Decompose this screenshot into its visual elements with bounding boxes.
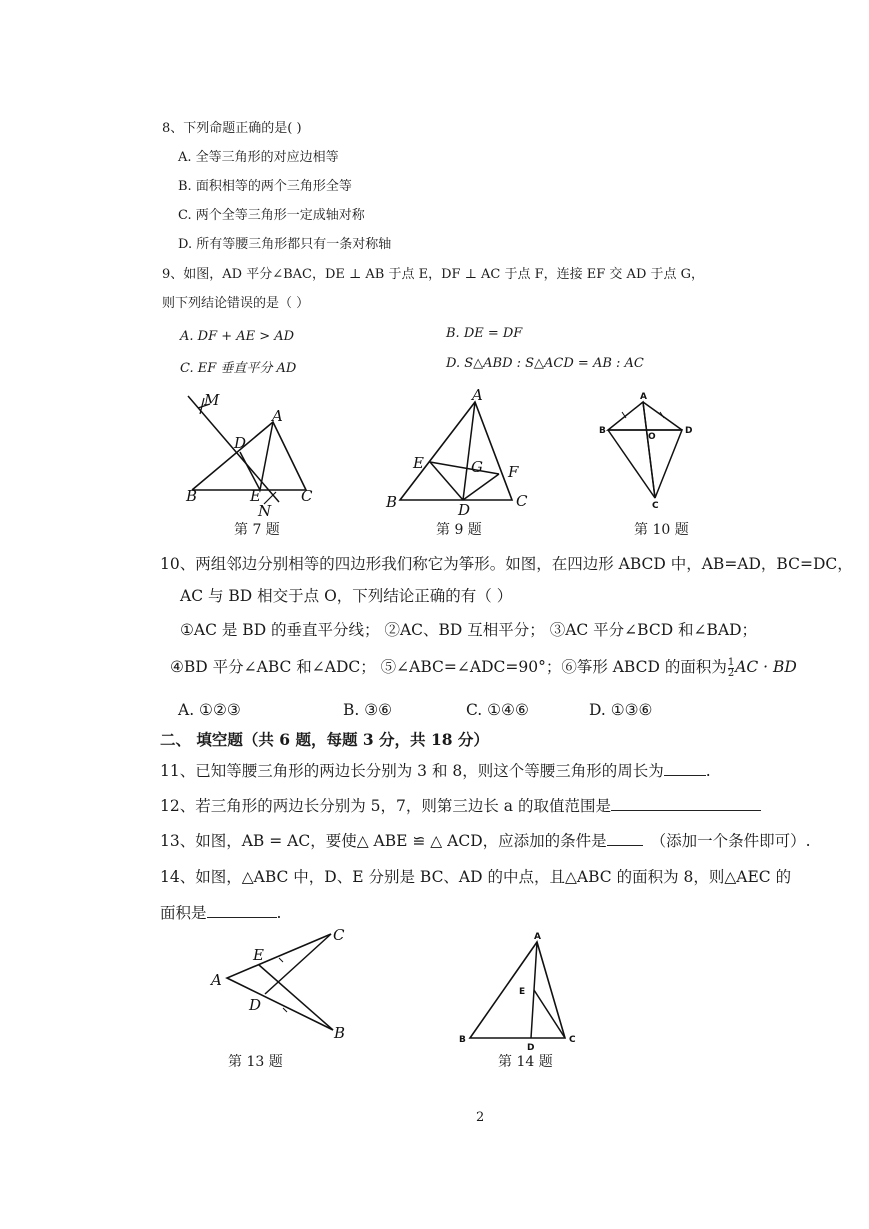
q13 <box>160 830 811 852</box>
q9-option-c: C. EF 垂直平分 AD <box>180 361 297 376</box>
fig7-label-c: C <box>301 487 313 505</box>
q10-fraction-numerator: 1 <box>727 656 735 668</box>
q14-line-2-tail: . <box>276 904 282 922</box>
q10-line-4-text: ④BD 平分∠ABC 和∠ADC； ⑤∠ABC=∠ADC=90°；⑥筝形 ABCD 的面积为 <box>170 658 727 676</box>
fig10-label-d: D <box>685 426 693 436</box>
figure-10 <box>590 388 700 513</box>
q10-fraction-denominator: 2 <box>727 667 735 679</box>
fig7-label-d: D <box>234 434 247 452</box>
fig9-label-c: C <box>516 492 528 510</box>
q10-line-4-formula: AC · BD <box>735 658 797 676</box>
q14-answer-blank[interactable] <box>207 903 277 918</box>
fig10-label-a: A <box>640 392 647 402</box>
q13-hint: （添加一个条件即可）. <box>650 832 811 850</box>
q8-option-b: B. 面积相等的两个三角形全等 <box>178 179 352 194</box>
fig7-label-m: M <box>204 391 220 409</box>
q11 <box>160 760 711 782</box>
q14-line-2-text: 面积是 <box>160 904 207 922</box>
fig7-label-n: N <box>258 502 272 520</box>
fig10-label-c: C <box>652 501 659 511</box>
q9-option-d: D. S△ABD : S△ACD = AB : AC <box>446 356 644 371</box>
fig10-label-b: B <box>599 426 606 436</box>
figure-7 <box>170 388 330 518</box>
q9-stem-2: 则下列结论错误的是（ ） <box>162 296 310 311</box>
fig14-label-c: C <box>569 1035 576 1045</box>
figure-14 <box>458 926 583 1051</box>
q12-text: 12、若三角形的两边长分别为 5，7，则第三边长 a 的取值范围是 <box>160 797 611 815</box>
fig7-label-b: B <box>186 487 198 505</box>
figure-13-caption: 第 13 题 <box>228 1054 283 1070</box>
fig7-label-e: E <box>250 487 261 505</box>
fig13-label-a: A <box>211 971 222 989</box>
q11-text: 11、已知等腰三角形的两边长分别为 3 和 8，则这个等腰三角形的周长为 <box>160 762 664 780</box>
figure-9-caption: 第 9 题 <box>436 522 482 538</box>
figure-10-caption: 第 10 题 <box>634 522 689 538</box>
q8-option-a: A. 全等三角形的对应边相等 <box>178 150 339 165</box>
fig9-label-e: E <box>413 454 424 472</box>
page-number: 2 <box>476 1110 485 1125</box>
q13-text: 13、如图，AB = AC，要使△ ABE ≌ △ ACD，应添加的条件是 <box>160 832 607 850</box>
q9-stem: 9、如图，AD 平分∠BAC，DE ⊥ AB 于点 E，DF ⊥ AC 于点 F，连接 EF 交 AD 于点 G， <box>162 267 705 282</box>
fig9-label-f: F <box>508 463 519 481</box>
q10-line-1: 10、两组邻边分别相等的四边形我们称它为筝形。如图，在四边形 ABCD 中，AB=AD，BC=DC， <box>160 555 853 573</box>
fig9-label-a: A <box>472 386 483 404</box>
fig7-label-a: A <box>272 407 283 425</box>
figure-13-diagram <box>205 922 360 1047</box>
q9-option-b: B. DE = DF <box>446 326 523 341</box>
figure-14-diagram <box>458 926 583 1051</box>
q10-line-3: ①AC 是 BD 的垂直平分线； ②AC、BD 互相平分； ③AC 平分∠BCD 和∠BAD； <box>180 621 758 639</box>
fig9-label-d: D <box>458 501 471 519</box>
figure-7-caption: 第 7 题 <box>234 522 280 538</box>
q14-line-2 <box>160 902 281 924</box>
section-2-title: 二、 填空题（共 6 题，每题 3 分，共 18 分） <box>160 730 489 749</box>
figure-14-caption: 第 14 题 <box>498 1054 553 1070</box>
figure-13 <box>205 922 360 1047</box>
q11-tail: . <box>705 762 711 780</box>
fig9-label-b: B <box>386 493 398 511</box>
fig14-label-b: B <box>459 1035 466 1045</box>
q10-fraction <box>728 658 734 679</box>
fig14-label-a: A <box>534 932 541 942</box>
q14-line-1: 14、如图，△ABC 中，D、E 分别是 BC、AD 的中点，且△ABC 的面积为 8，则△AEC 的 <box>160 868 792 886</box>
q9-option-a: A. DF + AE > AD <box>180 329 295 344</box>
fig13-label-c: C <box>333 926 345 944</box>
fig13-label-d: D <box>249 996 262 1014</box>
fig9-label-g: G <box>471 458 483 476</box>
figure-10-diagram <box>590 388 700 513</box>
fig10-label-o: O <box>648 432 656 442</box>
q8-option-d: D. 所有等腰三角形都只有一条对称轴 <box>178 237 392 252</box>
q10-option-d: D. ①③⑥ <box>589 701 653 719</box>
fig13-label-e: E <box>253 946 264 964</box>
fig14-label-d: D <box>527 1043 535 1053</box>
q8-stem: 8、下列命题正确的是( ) <box>162 121 302 136</box>
fig14-label-e: E <box>519 987 526 997</box>
q11-answer-blank[interactable] <box>664 761 706 776</box>
figure-7-diagram <box>170 388 330 518</box>
figure-9 <box>380 388 540 518</box>
q10-line-4 <box>170 656 797 679</box>
q10-option-a: A. ①②③ <box>178 701 241 719</box>
q8-option-c: C. 两个全等三角形一定成轴对称 <box>178 208 365 223</box>
fig13-label-b: B <box>334 1024 346 1042</box>
q10-option-c: C. ①④⑥ <box>466 701 529 719</box>
figure-9-diagram <box>380 388 540 518</box>
q12 <box>160 795 761 817</box>
q12-answer-blank[interactable] <box>611 796 761 811</box>
q10-option-b: B. ③⑥ <box>343 701 393 719</box>
q10-line-2: AC 与 BD 相交于点 O，下列结论正确的有（ ） <box>180 587 513 605</box>
q13-answer-blank[interactable] <box>607 831 643 846</box>
